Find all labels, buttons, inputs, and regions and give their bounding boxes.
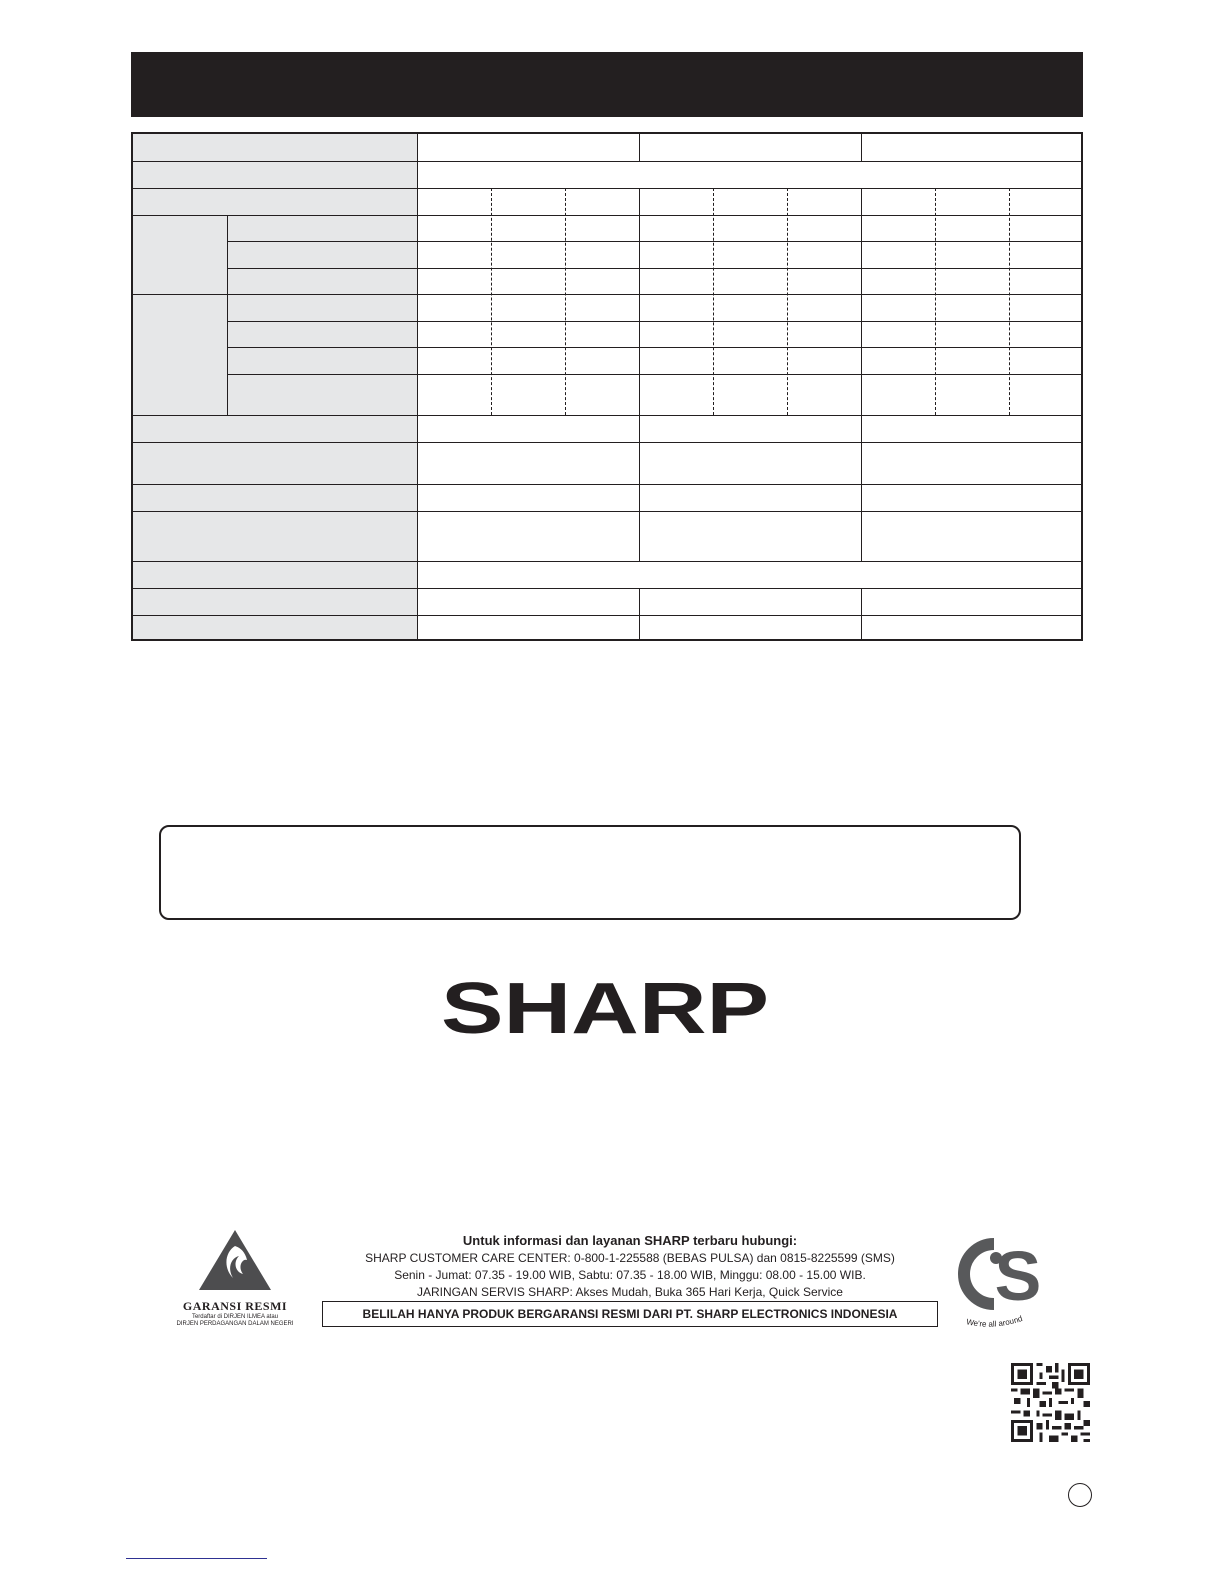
row-divider (227, 321, 1081, 322)
column-divider (861, 134, 862, 161)
garansi-resmi-badge (160, 1228, 310, 1338)
row-divider (227, 268, 1081, 269)
column-divider (639, 588, 640, 639)
svg-text:S: S (994, 1237, 1042, 1315)
note-box (159, 825, 1021, 920)
row-divider (133, 484, 1081, 485)
row-divider (133, 415, 1081, 416)
info-line: Senin - Jumat: 07.35 - 19.00 WIB, Sabtu: 07.35 - 18.00 WIB, Minggu: 08.00 - 15.00 WIB. (394, 1268, 866, 1282)
spec-header-bar (131, 52, 1083, 117)
row-divider (227, 374, 1081, 375)
row-divider (133, 294, 1081, 295)
column-divider (417, 134, 418, 639)
row-divider (227, 241, 1081, 242)
row-divider (133, 615, 1081, 616)
row-divider (133, 161, 1081, 162)
cs-logo (950, 1228, 1050, 1333)
qr-code (1011, 1363, 1090, 1442)
column-divider (639, 134, 640, 161)
garansi-emblem-icon (197, 1228, 273, 1292)
page-number-circle (1068, 1483, 1092, 1507)
label-cell (133, 134, 417, 639)
sub-column-divider (565, 188, 566, 415)
official-warranty-notice: BELILAH HANYA PRODUK BERGARANSI RESMI DARI PT. SHARP ELECTRONICS INDONESIA (322, 1301, 938, 1327)
row-divider (133, 442, 1081, 443)
info-heading: Untuk informasi dan layanan SHARP terbaru hubungi: (462, 1233, 798, 1248)
row-divider (133, 588, 1081, 589)
garansi-subtext: DIRJEN PERDAGANGAN DALAM NEGERI (176, 1321, 294, 1327)
row-divider (133, 188, 1081, 189)
sub-column-divider (491, 188, 492, 415)
column-divider (861, 588, 862, 639)
svg-text:SHARP: SHARP (441, 975, 769, 1045)
spec-table (131, 132, 1083, 641)
column-divider (861, 188, 862, 561)
column-divider (639, 188, 640, 561)
info-line: JARINGAN SERVIS SHARP: Akses Mudah, Buka 365 Hari Kerja, Quick Service (417, 1285, 843, 1299)
cs-tagline: We're all around (965, 1313, 1024, 1329)
sub-column-divider (1009, 188, 1010, 415)
row-divider (227, 347, 1081, 348)
sharp-logo (440, 975, 770, 1045)
row-divider (133, 561, 1081, 562)
sub-column-divider (787, 188, 788, 415)
sub-column-divider (935, 188, 936, 415)
row-divider (133, 215, 1081, 216)
bottom-rule (126, 1558, 267, 1559)
row-divider (133, 511, 1081, 512)
garansi-subtext: Terdaftar di DIRJEN ILMEA atau (191, 1314, 279, 1320)
info-line: SHARP CUSTOMER CARE CENTER: 0-800-1-225588 (BEBAS PULSA) dan 0815-8225599 (SMS) (365, 1251, 895, 1265)
garansi-title: GARANSI RESMI (182, 1299, 288, 1313)
column-divider (227, 215, 228, 415)
service-info (318, 1232, 942, 1301)
sub-column-divider (713, 188, 714, 415)
